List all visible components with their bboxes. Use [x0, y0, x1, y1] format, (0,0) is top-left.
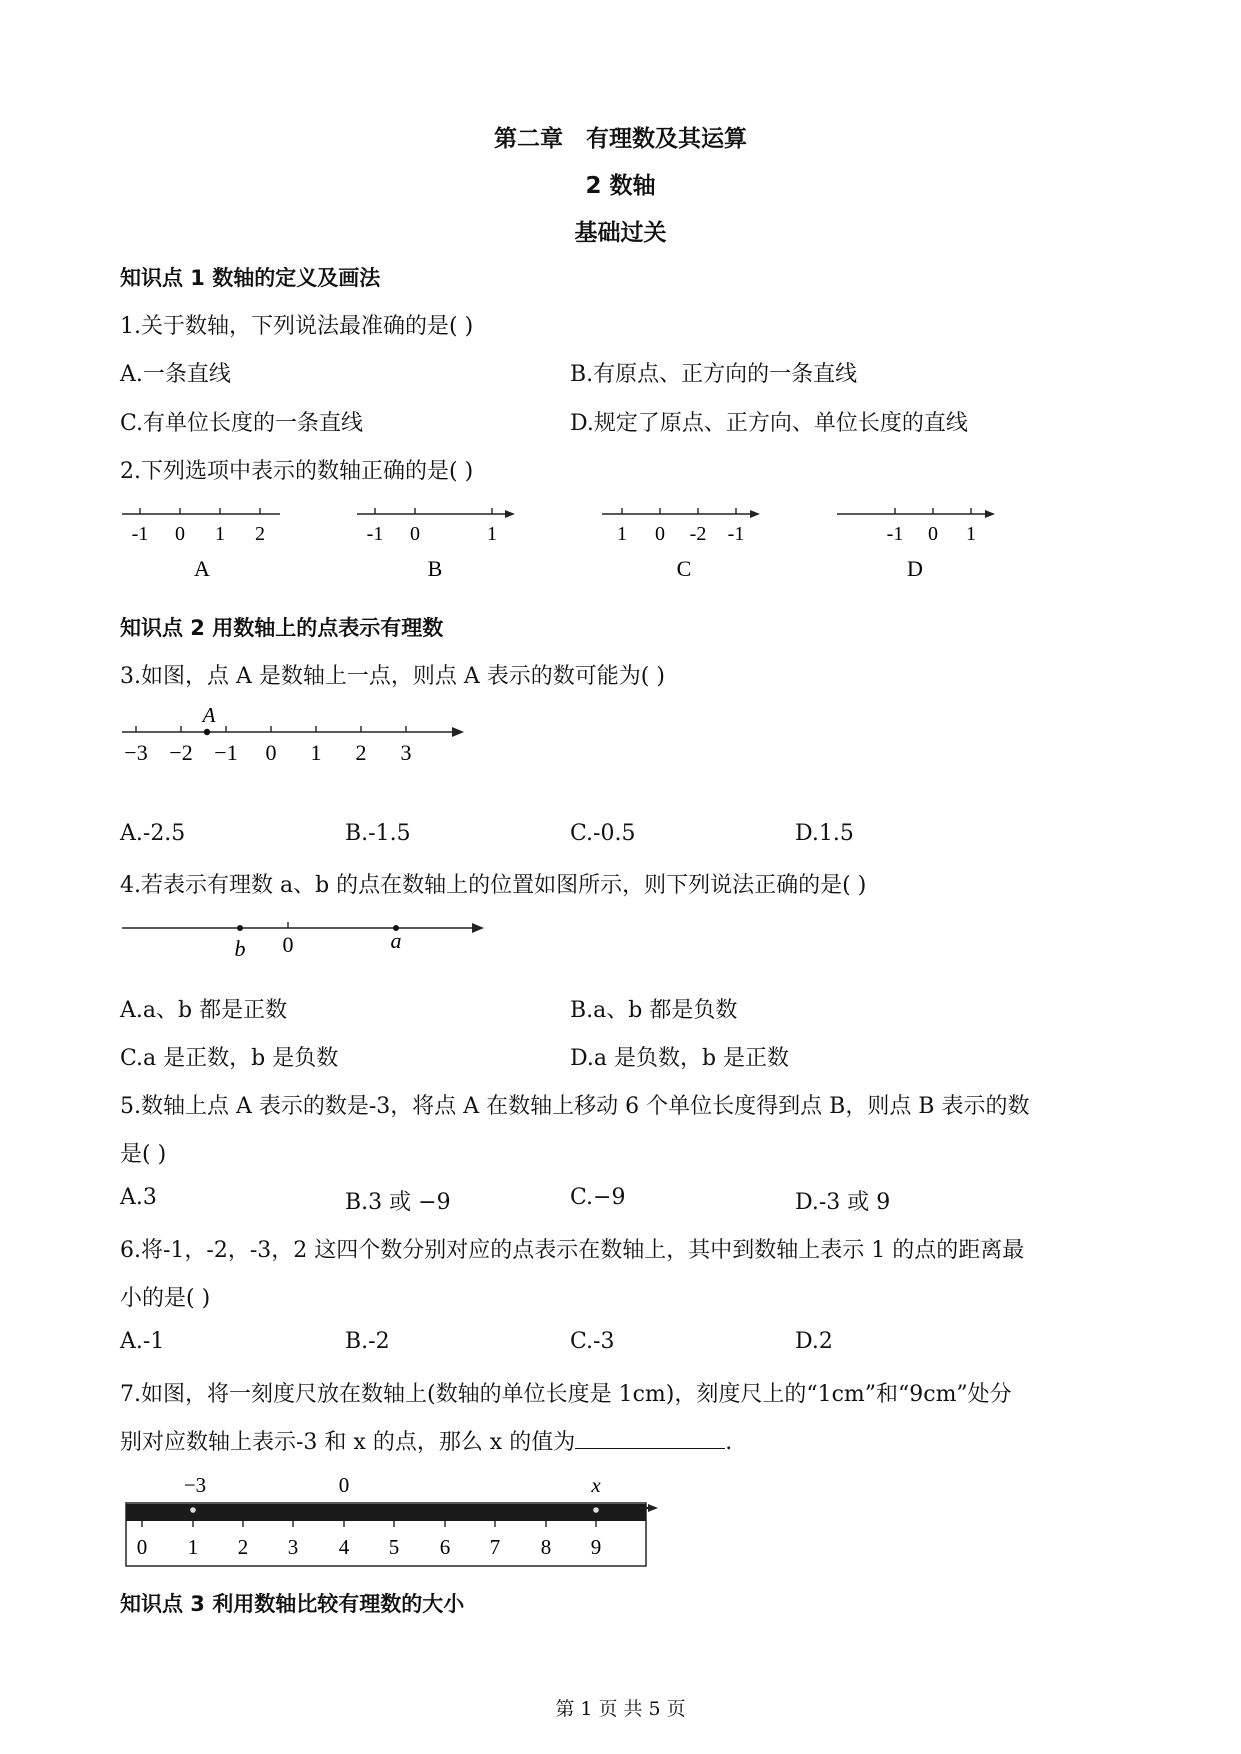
page-footer: 第 1 页 共 5 页: [555, 1698, 686, 1720]
q4-option-d: D.a 是负数，b 是正数: [570, 1046, 790, 1071]
q2d-tick-label: 0: [928, 523, 938, 545]
q7-ruler-tick-label: 8: [540, 1535, 552, 1559]
q7-label-x: x: [591, 1473, 601, 1497]
q7-label-minus3: −3: [183, 1473, 207, 1497]
q3-tick-label: 2: [355, 740, 367, 765]
q2-stem: 2.下列选项中表示的数轴正确的是( ): [120, 459, 474, 484]
q6-option-b: B.-2: [345, 1329, 390, 1354]
q7-ruler-tick-label: 1: [187, 1535, 199, 1559]
q7-label-zero: 0: [338, 1473, 350, 1497]
q7-ruler-figure: [120, 1470, 660, 1570]
q7-ruler-tick-label: 5: [388, 1535, 400, 1559]
q5-stem-line2: 是( ): [120, 1142, 167, 1167]
q4-point-a-label: a: [390, 928, 402, 953]
q3-tick-label: 0: [265, 740, 277, 765]
q4-option-a: A.a、b 都是正数: [120, 998, 288, 1023]
q4-number-line: [120, 912, 490, 972]
q1-option-a: A.一条直线: [120, 362, 231, 387]
q2-figure-b: [355, 500, 525, 584]
q3-point-label: A: [202, 706, 216, 727]
q5-stem-line1: 5.数轴上点 A 表示的数是-3，将点 A 在数轴上移动 6 个单位长度得到点 B，则点 B 表示的数: [120, 1094, 1030, 1119]
q7-answer-blank[interactable]: [575, 1426, 725, 1449]
q5-option-b: B.3 或 −9: [345, 1190, 451, 1215]
q4-stem: 4.若表示有理数 a、b 的点在数轴上的位置如图所示，则下列说法正确的是( ): [120, 873, 867, 898]
q7-stem-line1: 7.如图，将一刻度尺放在数轴上(数轴的单位长度是 1cm)，刻度尺上的“1cm”和“9cm”处分: [120, 1382, 1012, 1407]
q6-option-a: A.-1: [120, 1329, 165, 1354]
q3-stem: 3.如图，点 A 是数轴上一点，则点 A 表示的数可能为( ): [120, 664, 665, 689]
q7-stem-text: 别对应数轴上表示-3 和 x 的点，那么 x 的值为: [120, 1430, 576, 1455]
q3-tick-label: −3: [124, 740, 148, 765]
q3-tick-label: 1: [310, 740, 322, 765]
q1-option-d: D.规定了原点、正方向、单位长度的直线: [570, 411, 968, 436]
q2c-tick-label: -2: [689, 523, 707, 545]
knowledge-point-1: 知识点 1 数轴的定义及画法: [120, 266, 381, 290]
q3-tick-label: −2: [169, 740, 193, 765]
q7-ruler-tick-label: 9: [590, 1535, 602, 1559]
q3-option-d: D.1.5: [795, 821, 854, 846]
q2b-tick-label: 1: [487, 523, 497, 545]
q7-stem-end: .: [725, 1430, 733, 1455]
q2-figure-a: [120, 500, 290, 584]
q2d-tick-label: -1: [886, 523, 904, 545]
q2a-tick-label: 2: [255, 523, 265, 545]
q3-option-a: A.-2.5: [120, 821, 186, 846]
q2a-figure-label: A: [194, 556, 210, 581]
q6-stem-line1: 6.将-1，-2，-3，2 这四个数分别对应的点表示在数轴上，其中到数轴上表示 1 的点的距离最: [120, 1238, 1025, 1263]
q3-tick-label: −1: [214, 740, 238, 765]
q3-number-line: [120, 706, 470, 766]
q7-ruler-tick-label: 7: [489, 1535, 501, 1559]
q4-option-b: B.a、b 都是负数: [570, 998, 738, 1023]
q2a-tick-label: 0: [175, 523, 185, 545]
q6-stem-line2: 小的是( ): [120, 1286, 211, 1311]
q2c-tick-label: -1: [727, 523, 745, 545]
q7-stem-line2: [120, 1425, 732, 1456]
q1-option-b: B.有原点、正方向的一条直线: [570, 362, 858, 387]
q5-option-d: D.-3 或 9: [795, 1190, 891, 1215]
q2a-tick-label: -1: [131, 523, 149, 545]
q5-option-c: C.−9: [570, 1185, 626, 1210]
q2d-tick-label: 1: [966, 523, 976, 545]
q7-ruler-tick-label: 6: [439, 1535, 451, 1559]
q7-ruler-tick-label: 2: [237, 1535, 249, 1559]
section-title: 2 数轴: [585, 173, 656, 199]
q1-stem: 1.关于数轴，下列说法最准确的是( ): [120, 314, 474, 339]
q2c-figure-label: C: [676, 556, 692, 581]
q7-ruler-tick-label: 4: [338, 1535, 350, 1559]
q7-ruler-tick-label: 3: [287, 1535, 299, 1559]
q2b-tick-label: -1: [366, 523, 384, 545]
level-title: 基础过关: [574, 220, 667, 246]
q2c-tick-label: 0: [655, 523, 665, 545]
q6-option-c: C.-3: [570, 1329, 615, 1354]
q2c-tick-label: 1: [617, 523, 627, 545]
q2d-figure-label: D: [907, 556, 923, 581]
chapter-title: 第二章 有理数及其运算: [494, 126, 747, 152]
q3-option-b: B.-1.5: [345, 821, 411, 846]
q1-option-c: C.有单位长度的一条直线: [120, 411, 364, 436]
q3-tick-label: 3: [400, 740, 412, 765]
q7-number-line-band: [126, 1504, 646, 1521]
q4-point-b-label: b: [234, 936, 246, 961]
q4-option-c: C.a 是正数，b 是负数: [120, 1046, 339, 1071]
q2-figure-d: [835, 500, 1005, 584]
q7-ruler-tick-label: 0: [136, 1535, 148, 1559]
knowledge-point-3: 知识点 3 利用数轴比较有理数的大小: [120, 1592, 465, 1616]
q2b-figure-label: B: [427, 556, 443, 581]
q2-figure-c: [600, 500, 770, 584]
q6-option-d: D.2: [795, 1329, 833, 1354]
q2a-tick-label: 1: [215, 523, 225, 545]
q4-origin-label: 0: [282, 932, 294, 957]
q2b-tick-label: 0: [410, 523, 420, 545]
q3-option-c: C.-0.5: [570, 821, 636, 846]
q5-option-a: A.3: [120, 1185, 157, 1210]
knowledge-point-2: 知识点 2 用数轴上的点表示有理数: [120, 616, 444, 640]
